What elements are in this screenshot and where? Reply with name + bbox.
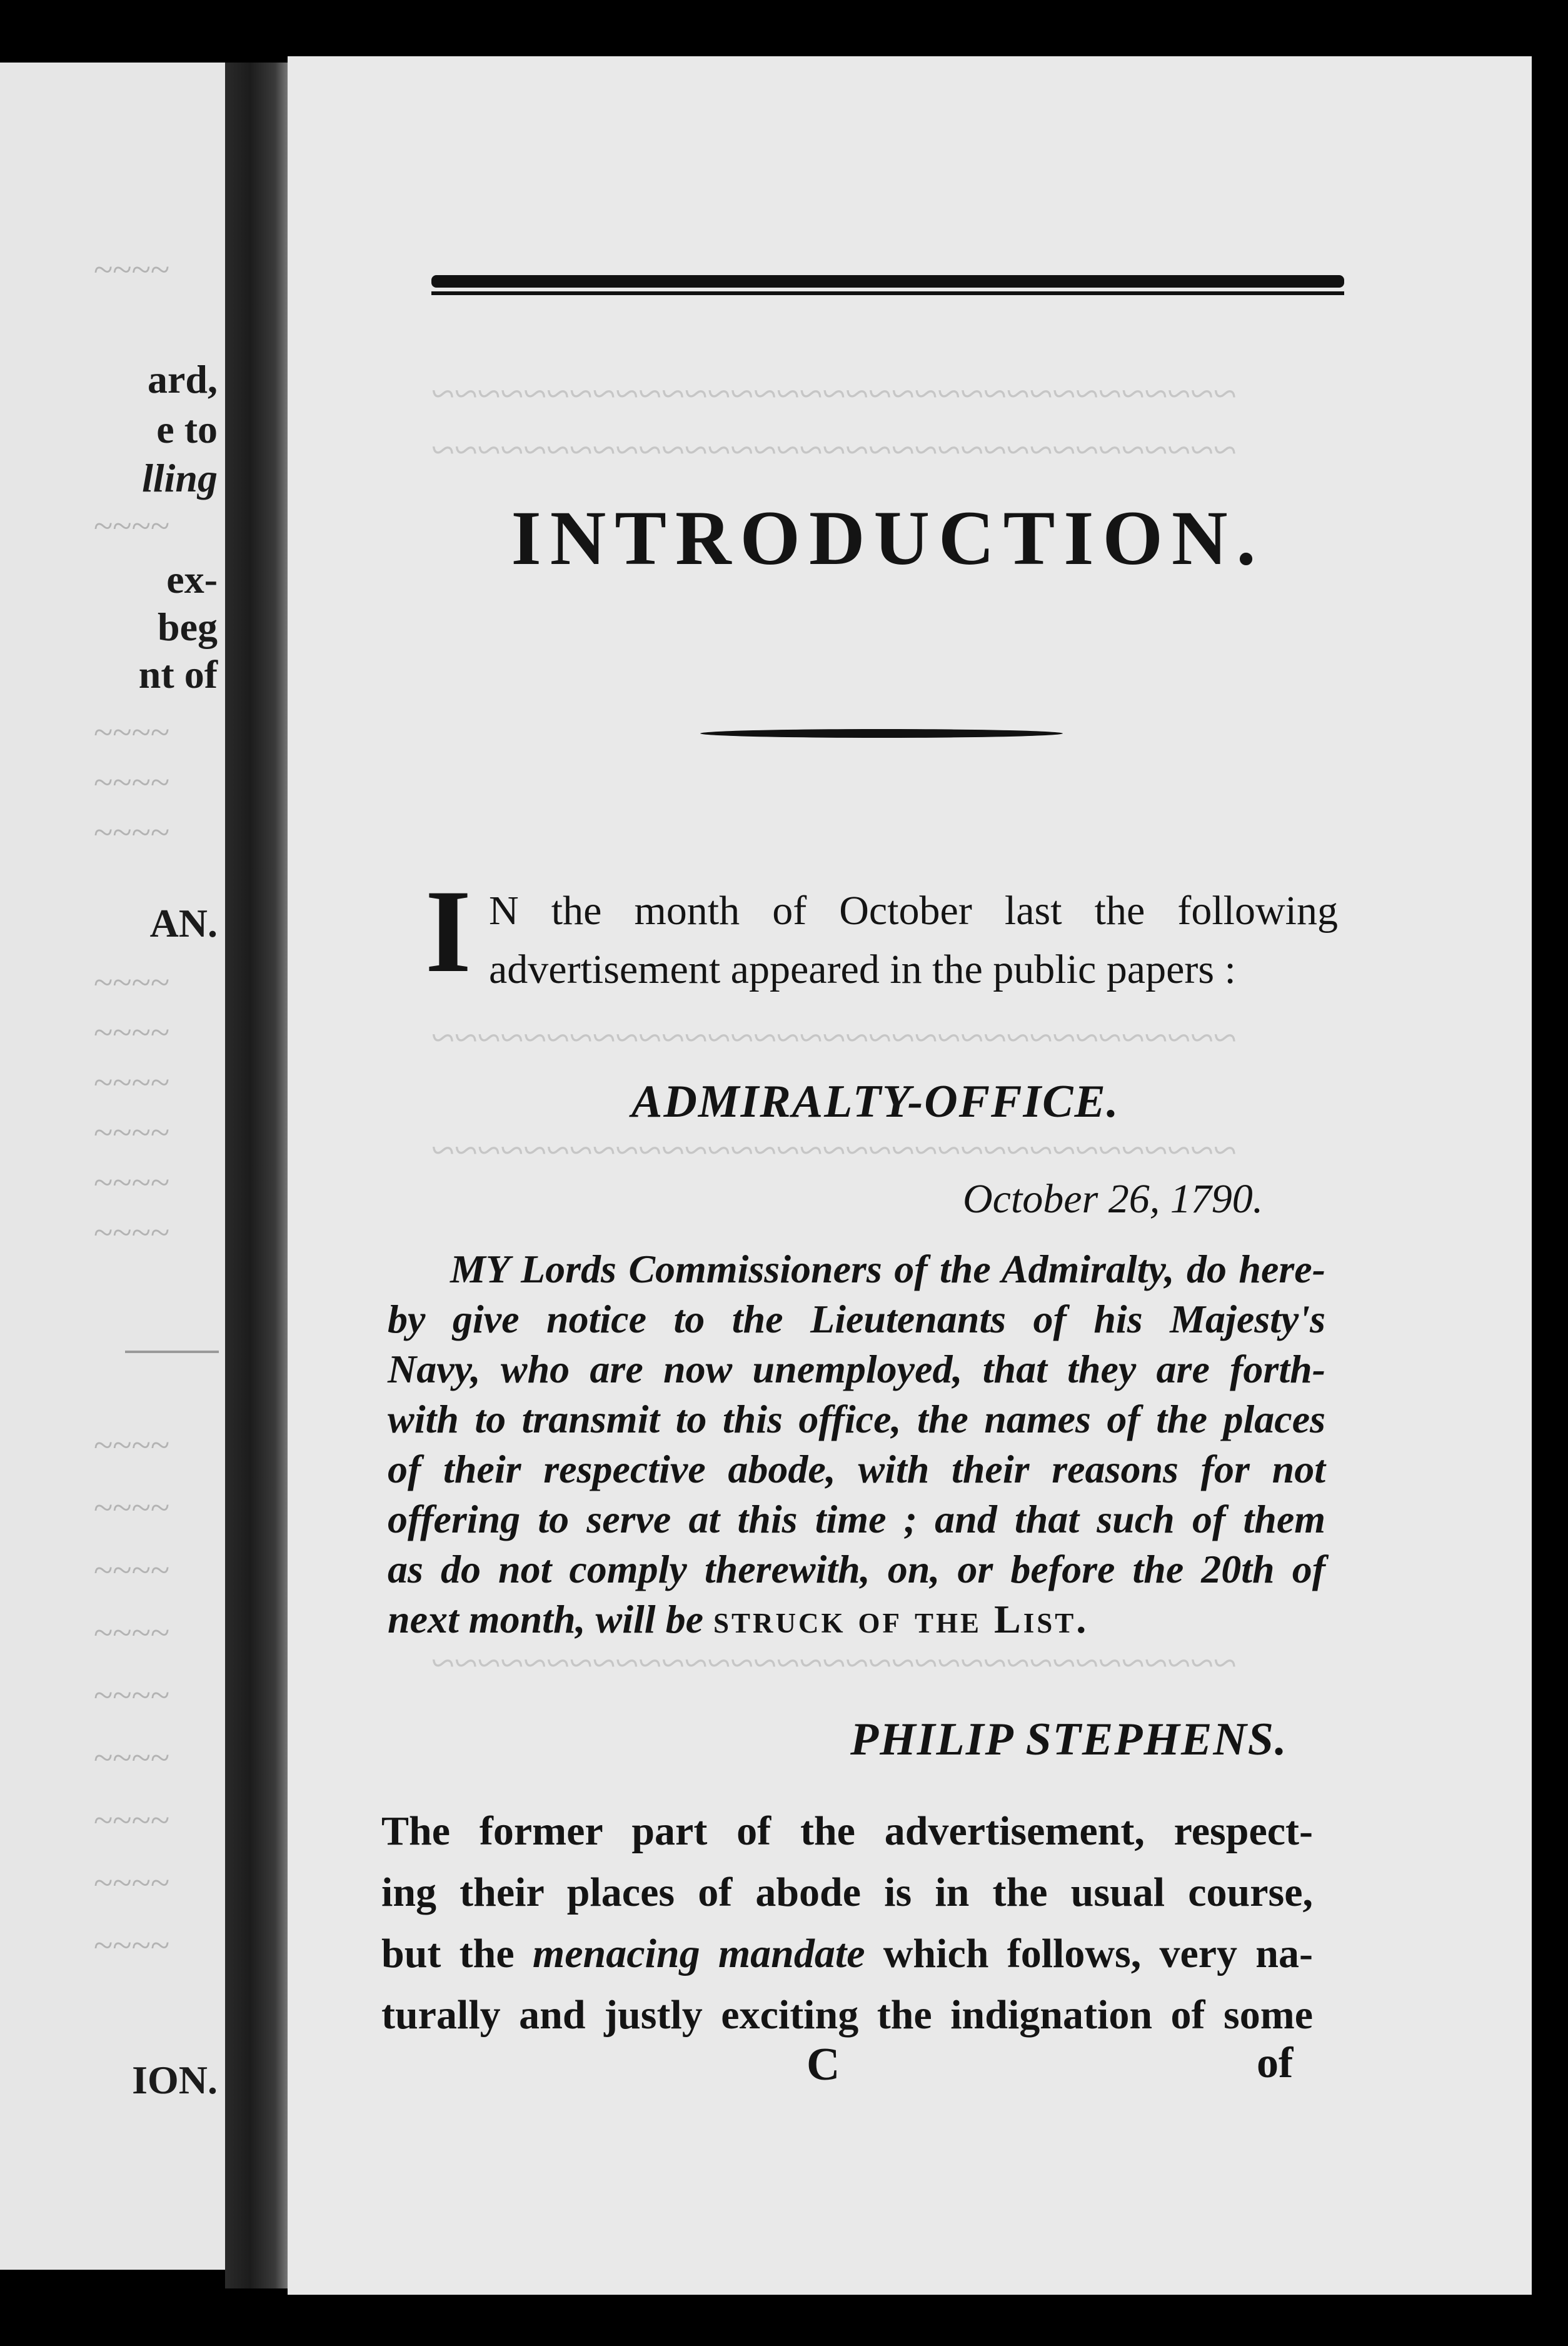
text-line: ing their places of abode is in the usual course, bbox=[381, 1870, 1313, 1915]
left-line: beg bbox=[158, 605, 218, 649]
emphasis-phrase: menacing mandate bbox=[532, 1931, 865, 1976]
bleed-text: ~~~~ bbox=[94, 1489, 170, 1528]
bleed-text: ~~~~ bbox=[94, 1614, 170, 1653]
bleed-text: ~~~~ bbox=[94, 251, 170, 289]
bleed-text: ~~~~ bbox=[94, 1064, 170, 1102]
bleed-through: ~~~~~~~~~~~~~~~~~~~~~~~~~~~~~~~~~~~ bbox=[431, 1639, 1237, 1686]
body-paragraph bbox=[381, 1801, 1313, 2046]
bleed-text: ~~~~ bbox=[94, 1739, 170, 1778]
bleed-text: ~~~~ bbox=[94, 1801, 170, 1840]
bleed-text: ~~~~ bbox=[94, 763, 170, 802]
bleed-text: ~~~~ bbox=[94, 1864, 170, 1903]
intro-paragraph bbox=[431, 882, 1338, 999]
left-line: ex- bbox=[166, 557, 218, 602]
bleed-text: ~~~~ bbox=[94, 1164, 170, 1202]
notice-line-prefix: next month, will be bbox=[388, 1597, 713, 1641]
text-line: advertisement appeared in the public papers : bbox=[489, 947, 1236, 992]
decorative-rule bbox=[700, 729, 1063, 738]
notice-line: with to transmit to this office, the names of the places bbox=[388, 1397, 1325, 1441]
bleed-text: ~~~~ bbox=[94, 1214, 170, 1252]
office-heading: ADMIRALTY-OFFICE. bbox=[631, 1076, 1120, 1127]
left-line: AN. bbox=[149, 901, 218, 945]
left-page-fragment bbox=[0, 63, 225, 2270]
text-line: The former part of the advertisement, respect- bbox=[381, 1808, 1313, 1854]
text-line: N the month of October last the following bbox=[489, 888, 1338, 934]
left-line: ard, bbox=[148, 357, 218, 401]
bleed-through: ~~~~~~~~~~~~~~~~~~~~~~~~~~~~~~~~~~~ bbox=[431, 1014, 1237, 1061]
bleed-text: ~~~~ bbox=[94, 1014, 170, 1052]
bleed-text: ~~~~ bbox=[94, 1676, 170, 1715]
notice-line: of their respective abode, with their reasons for not bbox=[388, 1447, 1325, 1491]
left-line: nt of bbox=[138, 652, 218, 697]
text-line bbox=[381, 1923, 1313, 1985]
bleed-text: ~~~~ bbox=[94, 813, 170, 852]
bleed-text: ~~~~ bbox=[94, 1114, 170, 1152]
double-rule-ornament bbox=[431, 275, 1344, 296]
bleed-text: ~~~~ bbox=[94, 713, 170, 752]
page-title: INTRODUCTION. bbox=[511, 495, 1265, 581]
notice-line: by give notice to the Lieutenants of his Majesty's bbox=[388, 1297, 1325, 1341]
bleed-text: ~~~~ bbox=[94, 1551, 170, 1590]
notice-line: as do not comply therewith, on, or before the 20th of bbox=[388, 1547, 1325, 1591]
bleed-through: ~~~~~~~~~~~~~~~~~~~~~~~~~~~~~~~~~~~ bbox=[431, 426, 1237, 473]
struck-off-phrase: struck of the List. bbox=[713, 1597, 1089, 1641]
left-rule bbox=[125, 1351, 219, 1353]
bleed-text: ~~~~ bbox=[94, 507, 170, 546]
left-line: lling bbox=[142, 456, 218, 500]
drop-cap: I bbox=[425, 866, 471, 997]
left-line: e to bbox=[156, 407, 218, 451]
admiralty-notice bbox=[388, 1244, 1325, 1644]
book-gutter bbox=[225, 63, 288, 2288]
text-segment: which follows, very na- bbox=[865, 1931, 1313, 1976]
bleed-through: ~~~~~~~~~~~~~~~~~~~~~~~~~~~~~~~~~~~ bbox=[431, 1126, 1237, 1174]
notice-line bbox=[388, 1594, 1325, 1644]
text-segment: but the bbox=[381, 1931, 533, 1976]
notice-date: October 26, 1790. bbox=[963, 1176, 1264, 1222]
bleed-text: ~~~~ bbox=[94, 964, 170, 1002]
bleed-text: ~~~~ bbox=[94, 1926, 170, 1965]
signature-mark: C bbox=[807, 2039, 840, 2090]
text-line: turally and justly exciting the indignation of some bbox=[381, 1992, 1313, 2038]
left-line: ION. bbox=[132, 2058, 218, 2102]
bleed-text: ~~~~ bbox=[94, 1426, 170, 1465]
notice-line: Navy, who are now unemployed, that they are forth- bbox=[388, 1347, 1325, 1391]
notice-line: MY Lords Commissioners of the Admiralty, do here- bbox=[450, 1247, 1325, 1291]
bleed-through: ~~~~~~~~~~~~~~~~~~~~~~~~~~~~~~~~~~~ bbox=[431, 370, 1237, 417]
catchword: of bbox=[1257, 2039, 1294, 2087]
notice-line: offering to serve at this time ; and that such of them bbox=[388, 1497, 1325, 1541]
signature: PHILIP STEPHENS. bbox=[850, 1714, 1288, 1765]
